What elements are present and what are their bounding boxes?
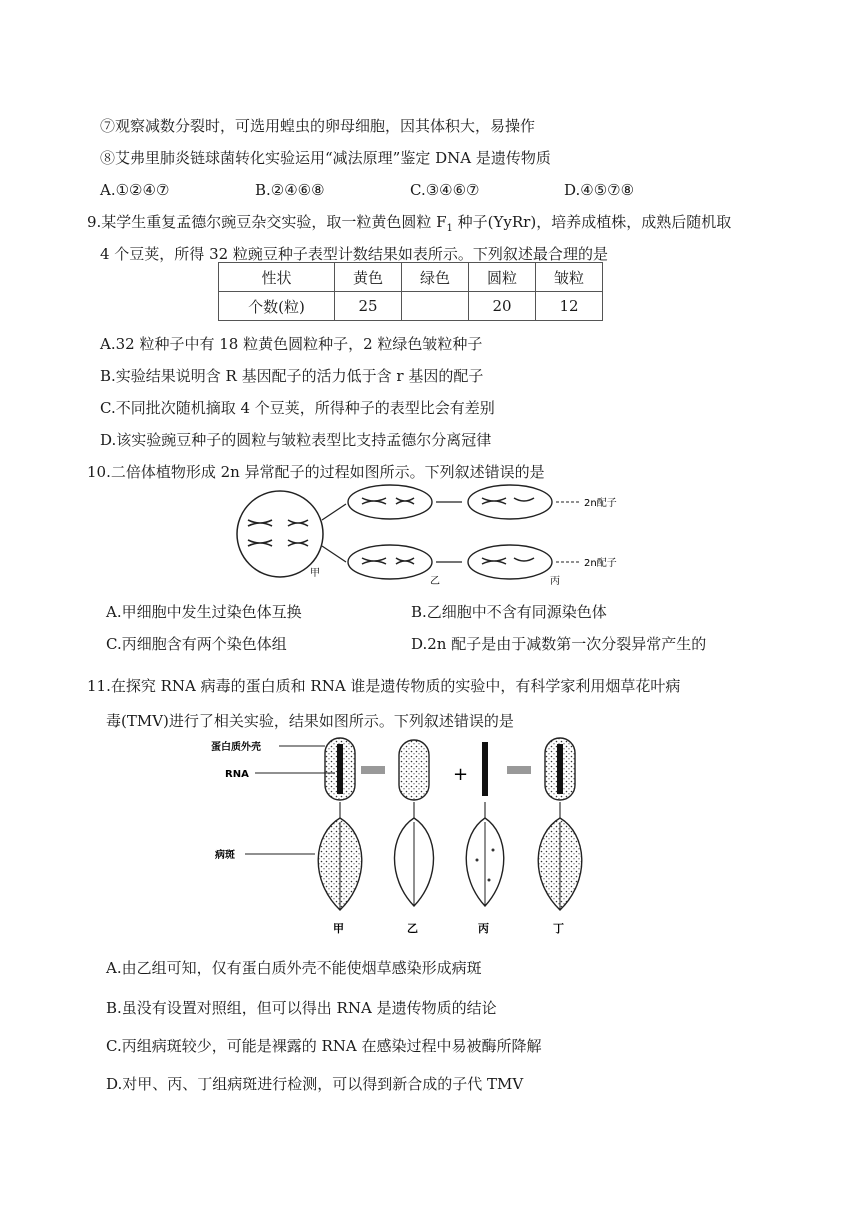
q8-option-a: A.①②④⑦: [100, 181, 170, 199]
q9-stem-line-1: 9.某学生重复孟德尔豌豆杂交实验，取一粒黄色圆粒 $F_1$ 种子(YyRr)，培养成植株，成熟后随机取: [87, 213, 732, 234]
table-cell: 绿色: [402, 263, 469, 292]
q9-table: [218, 262, 603, 321]
q10-option-a: A.甲细胞中发生过染色体互换: [106, 603, 302, 621]
cell-yi-top: [348, 485, 432, 519]
table-cell: 25: [335, 292, 402, 321]
group-jia-label: 甲: [333, 922, 344, 935]
chromosomes-jia: [248, 520, 308, 546]
q10-option-d: D.2n 配子是由于减数第一次分裂异常产生的: [411, 635, 707, 653]
q8-option-c: C.③④⑥⑦: [410, 181, 480, 199]
table-cell: [402, 292, 469, 321]
q10-option-b: B.乙细胞中不含有同源染色体: [411, 603, 607, 621]
q9-option-a: A.32 粒种子中有 18 粒黄色圆粒种子，2 粒绿色皱粒种子: [100, 335, 483, 353]
chromosomes-yi: [362, 498, 414, 564]
q11-option-c: C.丙组病斑较少，可能是裸露的 RNA 在感染过程中易被酶所降解: [106, 1037, 542, 1055]
table-row: [219, 292, 603, 321]
group-bing-label: 丙: [478, 922, 489, 935]
q11-option-a: A.由乙组可知，仅有蛋白质外壳不能使烟草感染形成病斑: [106, 959, 482, 977]
group-yi-label: 乙: [407, 922, 418, 935]
q10-stem: 10.二倍体植物形成 2n 异常配子的过程如图所示。下列叙述错误的是: [87, 463, 545, 481]
rna-label: RNA: [225, 769, 249, 780]
arrow: [322, 504, 346, 520]
rna-jia: [337, 744, 343, 794]
statement-8: ⑧艾弗里肺炎链球菌转化实验运用“减法原理”鉴定 DNA 是遗传物质: [100, 149, 551, 167]
label-bing: 丙: [550, 576, 560, 587]
plus-sign: +: [453, 764, 469, 785]
q9-option-d: D.该实验豌豆种子的圆粒与皱粒表型比支持孟德尔分离冠律: [100, 431, 492, 449]
table-cell: 个数(粒): [219, 292, 335, 321]
label-2n-gamete: 2n配子: [584, 498, 617, 509]
q9-stem-line-2: 4 个豆荚，所得 32 粒豌豆种子表型计数结果如表所示。下列叙述最合理的是: [100, 245, 608, 263]
label-yi: 乙: [430, 576, 440, 587]
table-cell: 性状: [219, 263, 335, 292]
virus-yi: [399, 740, 429, 800]
table-cell: 圆粒: [469, 263, 536, 292]
statement-7: ⑦观察减数分裂时，可选用蝗虫的卵母细胞，因其体积大，易操作: [100, 117, 536, 135]
q9-option-b: B.实验结果说明含 R 基因配子的活力低于含 r 基因的配子: [100, 367, 484, 385]
table-cell: 20: [469, 292, 536, 321]
q10-option-c: C.丙细胞含有两个染色体组: [106, 635, 287, 653]
table-cell: 12: [536, 292, 603, 321]
lesion-label: 病斑: [215, 850, 235, 861]
q9-option-c: C.不同批次随机摘取 4 个豆荚，所得种子的表型比会有差别: [100, 399, 495, 417]
table-header-row: [219, 263, 603, 292]
protein-coat-label: 蛋白质外壳: [211, 742, 261, 753]
arrow: [322, 546, 346, 562]
table-cell: 黄色: [335, 263, 402, 292]
group-ding-label: 丁: [553, 922, 564, 935]
tmv-figure: [205, 730, 625, 940]
cell-bing-top: [468, 485, 552, 519]
q11-stem-line-2: 毒(TMV)进行了相关实验，结果如图所示。下列叙述错误的是: [106, 712, 514, 730]
q11-option-d: D.对甲、丙、丁组病斑进行检测，可以得到新合成的子代 TMV: [106, 1075, 524, 1093]
q8-option-d: D.④⑤⑦⑧: [564, 181, 635, 199]
rna-bing: [482, 742, 488, 796]
q8-option-b: B.②④⑥⑧: [255, 181, 325, 199]
q11-stem-line-1: 11.在探究 RNA 病毒的蛋白质和 RNA 谁是遗传物质的实验中，有科学家利用烟草花叶病: [87, 677, 681, 695]
cell-yi-bottom: [348, 545, 432, 579]
label-jia: 甲: [310, 568, 320, 579]
arrow: [361, 766, 385, 774]
cell-jia: [237, 491, 323, 577]
table-cell: 皱粒: [536, 263, 603, 292]
meiosis-figure: [230, 482, 650, 592]
q11-option-b: B.虽没有设置对照组，但可以得出 RNA 是遗传物质的结论: [106, 999, 497, 1017]
cell-bing-bottom: [468, 545, 552, 579]
chromosomes-bing: [482, 498, 534, 564]
label-2n-gamete: 2n配子: [584, 558, 617, 569]
rna-ding: [557, 744, 563, 794]
arrow: [507, 766, 531, 774]
